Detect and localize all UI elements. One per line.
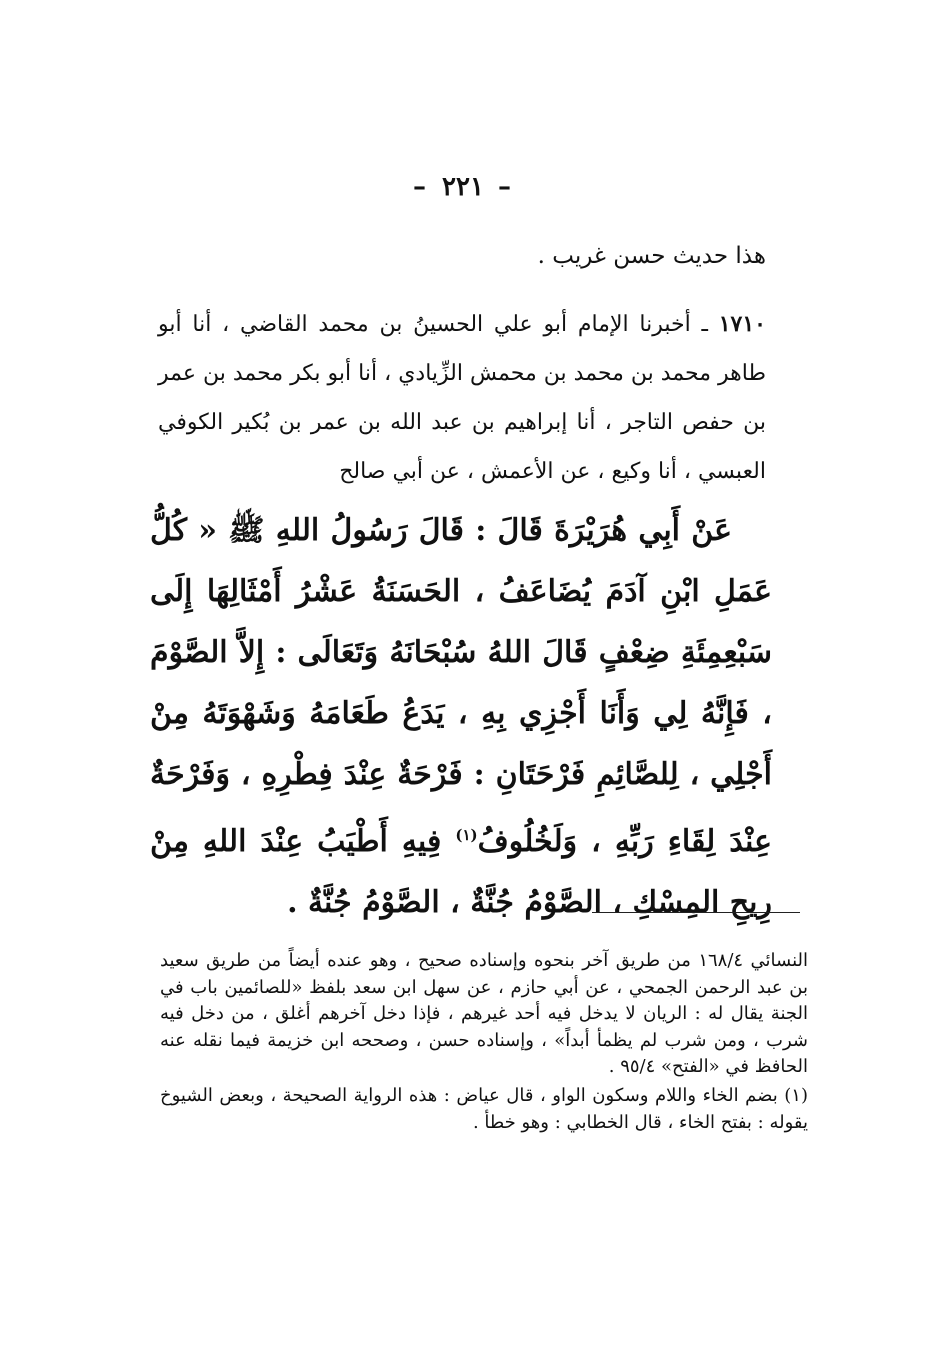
matn-body: « كُلُّ عَمَلِ ابْنِ آدَمَ يُضَاعَفُ ، الحَسَنَةُ عَشْرُ أَمْثَالِهَا إِلَى سَبْعِمِئَةِ ضِعْفٍ قَالَ اللهُ سُبْحَانَهُ وَتَعَالَى : إِلاَّ الصَّوْمَ ، فَإِنَّهُ لِي وَأَنَا أَجْزِي بِهِ ، يَدَعُ طَعَامَهُ وَشَهْوَتَهُ مِنْ أَجْلِي ، لِلصَّائِمِ فَرْحَتَانِ : فَرْحَةٌ عِنْدَ فِطْرِهِ ، وَفَرْحَةٌ عِنْدَ لِقَاءِ رَبِّهِ ، وَلَخُلُوفُ: [150, 513, 773, 859]
hadith-number: ١٧١٠: [718, 311, 766, 337]
page-number-dash-right: –: [497, 172, 513, 202]
hadith-grade: هذا حديث حسن غريب .: [537, 243, 766, 269]
page-number-dash-left: –: [413, 172, 429, 202]
footnotes: [160, 948, 808, 1136]
page-number-value: ٢٢١: [442, 172, 484, 202]
takhrij-note: النسائي ١٦٨/٤ من طريق آخر بنحوه وإسناده صحيح ، وهو عنده أيضاً من طريق سعيد بن عبد الرحمن الجمحي ، عن أبي حازم ، عن سهل ابن سعد بلفظ «للصائمين باب في الجنة يقال له : الريان لا يدخل فيه أحد غيرهم ، فإذا دخل آخرهم أغلق ، من دخل فيه شرب ، ومن شرب لم يظمأ أبداً» ، وإسناده حسن ، وصححه ابن خزيمة فيما نقله عنه الحافظ في «الفتح» ٩٥/٤ .: [160, 950, 808, 1078]
footnote-1: (١) بضم الخاء واللام وسكون الواو ، قال عياض : هذه الرواية الصحيحة ، وبعض الشيوخ يقوله : بفتح الخاء ، قال الخطابي : وهو خطأ .: [160, 1084, 808, 1133]
matn-ending: فِيهِ أَطْيَبُ عِنْدَ اللهِ مِنْ رِيحِ المِسْكِ ، الصَّوْمُ جُنَّةٌ ، الصَّوْمُ جُنَّةٌ .: [150, 824, 772, 920]
matn-opening: عَنْ أَبِي هُرَيْرَةَ قَالَ : قَالَ رَسُولُ اللهِ ﷺ: [228, 513, 732, 548]
footnote-divider: [592, 912, 800, 913]
isnad-paragraph: [158, 300, 766, 496]
page-number: [0, 172, 926, 202]
footnote-marker: (١): [455, 826, 478, 844]
isnad-text: ـ أخبرنا الإمام أبو علي الحسينُ بن محمد القاضي ، أنا أبو طاهر محمد بن محمد بن محمش الزِّيادي ، أنا أبو بكر محمد بن عمر بن حفص التاجر ، أنا إبراهيم بن عبد الله بن عمر بن بُكير الكوفي العبسي ، أنا وكيع ، عن الأعمش ، عن أبي صالح: [158, 312, 766, 484]
matn-paragraph: [150, 500, 772, 933]
